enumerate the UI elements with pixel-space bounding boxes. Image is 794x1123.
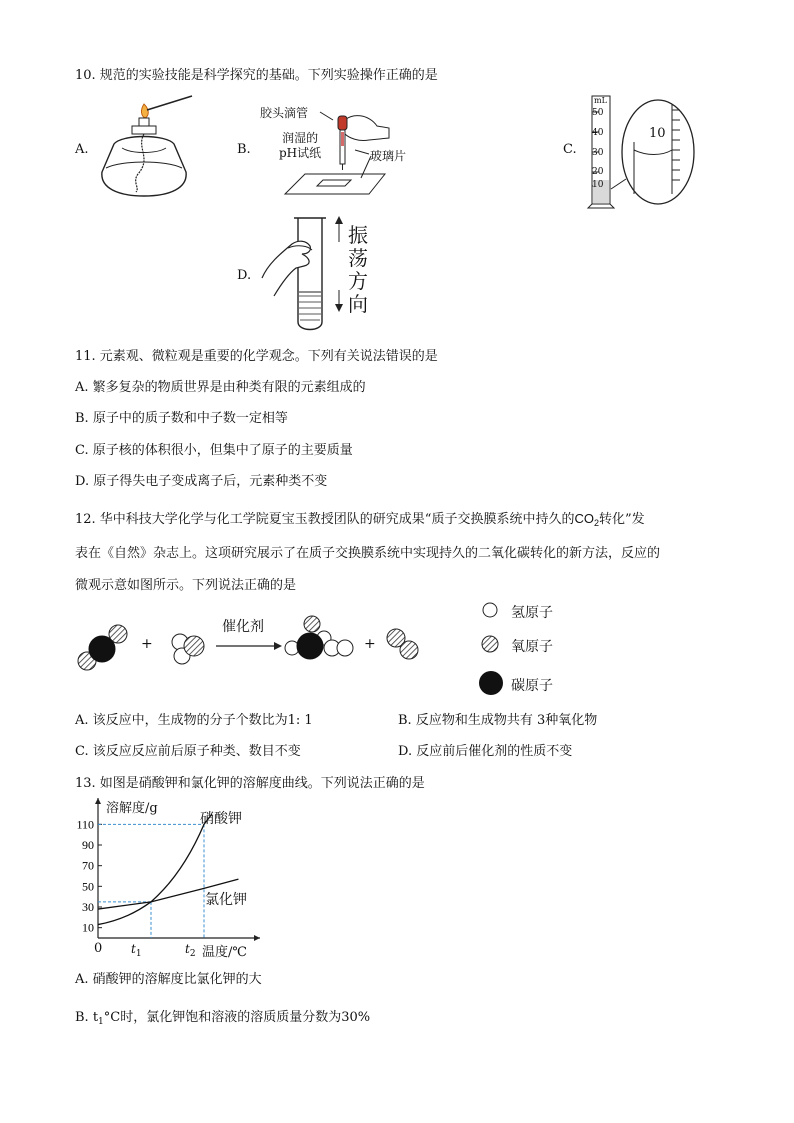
q13-option-b [75, 1006, 370, 1027]
xtick-t1 [131, 942, 142, 959]
co2-main: CO [574, 511, 594, 526]
glass-slide-label: 玻璃片 [370, 149, 407, 163]
shake-char-2: 荡 [348, 246, 368, 270]
reaction-plus-2: + [364, 636, 376, 652]
series-label-kno3: 硝酸钾 [200, 811, 242, 827]
reaction-plus-1: + [141, 636, 153, 652]
q13-option-b-sub: 1 [98, 1017, 104, 1027]
q12-option-c: C. 该反应反应前后原子种类、数目不变 [75, 744, 301, 759]
q12-stem-pre: 12. 华中科技大学化学与化工学院夏宝玉教授团队的研究成果“质子交换膜系统中持久的 [75, 512, 575, 527]
xtick-t1-main: t [131, 942, 136, 956]
chart-ylabel: 溶解度/g [106, 801, 158, 816]
chart-ytick-label: 110 [76, 817, 94, 832]
q10-option-c-label: C. [563, 142, 577, 157]
cylinder-tick-30: 30 [592, 148, 604, 158]
chart-origin: 0 [94, 941, 103, 956]
legend-oxygen: 氧原子 [511, 639, 553, 655]
cylinder-unit: mL [594, 96, 607, 105]
q10-option-b-label: B. [237, 142, 251, 157]
shake-char-1: 振 [348, 223, 368, 247]
chart-ytick-label: 10 [82, 920, 94, 935]
q13-option-a: A. 硝酸钾的溶解度比氯化钾的大 [75, 972, 262, 987]
cylinder-tick-50: 50 [592, 108, 604, 118]
q13-option-b-post: °C时，氯化钾饱和溶液的溶质质量分数为30% [103, 1010, 371, 1025]
q11-option-a: A. 繁多复杂的物质世界是由种类有限的元素组成的 [75, 380, 366, 395]
shake-char-3: 方 [348, 269, 368, 293]
q12-stem-line3: 微观示意如图所示。下列说法正确的是 [75, 578, 297, 593]
legend-hydrogen: 氢原子 [511, 605, 553, 621]
xtick-t2-sub: 2 [189, 949, 196, 959]
cylinder-tick-20: 20 [592, 167, 604, 177]
q13-stem: 13. 如图是硝酸钾和氯化钾的溶解度曲线。下列说法正确的是 [75, 776, 425, 791]
atom-legend-symbols [478, 598, 508, 698]
cylinder-tick-10: 10 [592, 180, 604, 190]
chart-ytick-label: 50 [82, 879, 94, 894]
chart-xlabel: 温度/℃ [202, 945, 247, 960]
q12-stem-post: 转化”发 [598, 512, 645, 527]
q12-option-b: B. 反应物和生成物共有 3种氧化物 [398, 713, 598, 728]
series-line-kno3 [98, 814, 212, 925]
xtick-t2 [185, 942, 196, 959]
legend-carbon: 碳原子 [511, 678, 553, 694]
co2-sub: 2 [593, 518, 599, 528]
chart-ytick-label: 90 [82, 838, 94, 852]
q11-option-c: C. 原子核的体积很小，但集中了原子的主要质量 [75, 443, 353, 458]
q12-option-d: D. 反应前后催化剂的性质不变 [398, 744, 573, 759]
q10-option-a-label: A. [75, 142, 89, 157]
q11-option-b: B. 原子中的质子数和中子数一定相等 [75, 411, 288, 426]
shake-char-4: 向 [348, 292, 368, 316]
magnified-tick-10: 10 [649, 126, 666, 141]
ph-paper-label: 润湿的 pH试纸 [279, 131, 322, 160]
alcohol-lamp-illustration [92, 96, 202, 206]
q10-stem: 10. 规范的实验技能是科学探究的基础。下列实验操作正确的是 [75, 68, 438, 83]
q12-stem-line2: 表在《自然》杂志上。这项研究展示了在质子交换膜系统中实现持久的二氧化碳转化的新方法，反应的 [75, 546, 661, 561]
co2-formula [574, 511, 599, 526]
xtick-t2-main: t [185, 942, 190, 956]
series-label-kcl: 氯化钾 [205, 892, 247, 908]
reaction-diagram [70, 598, 430, 678]
q11-option-d: D. 原子得失电子变成离子后，元素种类不变 [75, 474, 328, 489]
q12-stem-line1 [75, 508, 645, 528]
ph-test-illustration [285, 108, 395, 198]
q12-option-a: A. 该反应中，生成物的分子个数比为1: 1 [75, 713, 313, 728]
q10-option-d-label: D. [237, 268, 252, 283]
chart-ytick-label: 70 [82, 858, 94, 873]
xtick-t1-sub: 1 [135, 949, 142, 959]
cylinder-tick-40: 40 [592, 128, 604, 138]
q13-option-b-pre: B. t [75, 1010, 99, 1025]
chart-y-axis-arrow [95, 798, 101, 804]
catalyst-label: 催化剂 [222, 619, 264, 635]
chart-x-axis-arrow [254, 935, 260, 941]
dropper-label: 胶头滴管 [260, 106, 309, 120]
chart-ytick-label: 30 [82, 900, 94, 914]
solubility-chart [70, 790, 290, 965]
shake-direction-text [348, 224, 370, 316]
q11-stem: 11. 元素观、微粒观是重要的化学观念。下列有关说法错误的是 [75, 349, 438, 364]
